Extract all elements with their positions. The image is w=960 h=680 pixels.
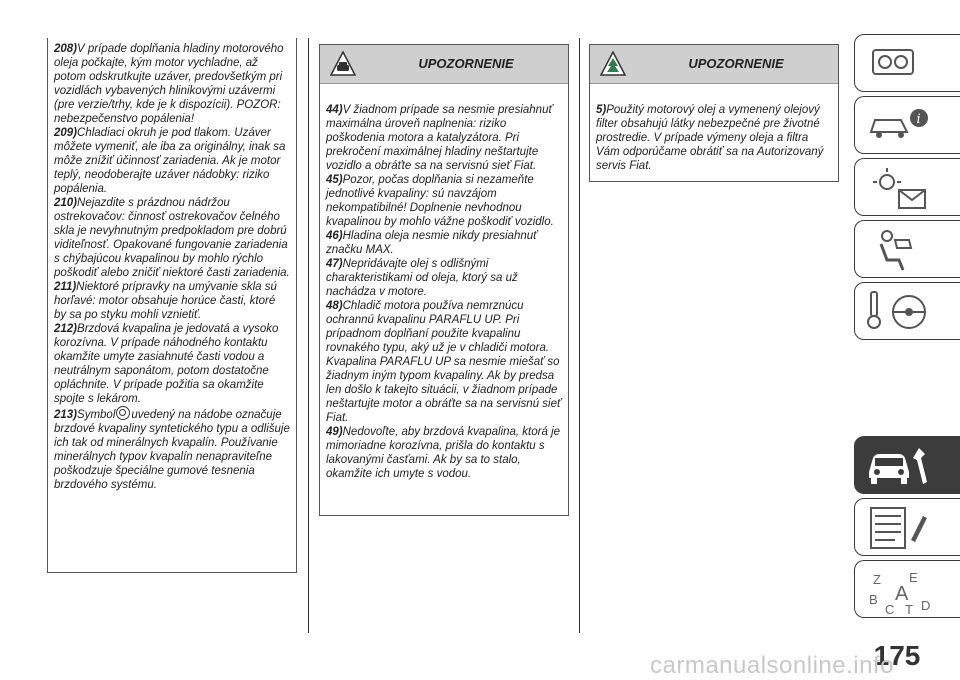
column-divider bbox=[579, 38, 580, 633]
warning-title: UPOZORNENIE bbox=[418, 56, 514, 71]
brake-fluid-symbol-icon bbox=[116, 406, 130, 420]
tab-car-wrench[interactable] bbox=[854, 436, 960, 494]
warning-header bbox=[320, 45, 568, 84]
watermark: carmanualsonline.info bbox=[650, 652, 894, 679]
note-209: 209)Chladiaci okruh je pod tlakom. Uzáver môžete vymeniť, ale iba za originálny, inak sa môže znížiť účinnosť zariadenia. Ak je motor teplý, neodoberajte uzáver nádobky: riziko popálenia. bbox=[54, 127, 286, 195]
key-steering-icon bbox=[865, 288, 935, 336]
tab-car-dashboard[interactable] bbox=[854, 34, 960, 92]
tab-airbag-seat[interactable] bbox=[854, 220, 960, 278]
svg-text:E: E bbox=[909, 570, 918, 585]
note-46: 46)Hladina oleja nesmie nikdy presiahnuť značku MAX. bbox=[326, 230, 538, 256]
alphabet-index-icon bbox=[865, 566, 945, 616]
car-warning-icon bbox=[330, 51, 356, 77]
note-5: 5)Použitý motorový olej a vymenený olejový filter obsahujú látky nebezpečné pre životné prostredie. V prípade výmeny oleja a filtra Vám odporúčame obrátiť sa na Autorizovaný servis Fiat. bbox=[596, 104, 824, 172]
note-47: 47)Nepridávajte olej s odlišnými charakteristikami od oleja, ktorý sa už nachádza v motore. bbox=[326, 258, 518, 298]
svg-text:i: i bbox=[916, 112, 921, 127]
tab-car-info[interactable] bbox=[854, 96, 960, 154]
note-44: 44)V žiadnom prípade sa nesmie presiahnuť maximálna úroveň naplnenia: riziko poškodenia motora a katalyzátora. Pri prekročení maximálnej hladiny neštartujte vozidlo a obráťte sa na servisnú sieť Fiat. bbox=[326, 104, 553, 172]
airbag-seat-icon bbox=[865, 226, 925, 274]
note-45: 45)Pozor, počas doplňania si nezameňte jednotlivé kvapaliny: sú navzájom nekompatibilné! Doplnenie nevhodnou kvapalinou by mohlo vážne poškodiť vozidlo. bbox=[326, 174, 554, 228]
right-warning-box bbox=[589, 44, 839, 182]
svg-text:Z: Z bbox=[873, 572, 881, 587]
warning-title: UPOZORNENIE bbox=[688, 56, 784, 71]
tab-lights-warning[interactable] bbox=[854, 158, 960, 216]
note-48: 48)Chladič motora používa nemrznúcu ochrannú kvapalinu PARAFLU UP. Pri prípadnom doplňaní použite kvapalinu rovnakého typu, aký už je v chladiči motora. Kvapalina PARAFLU UP sa nesmie miešať so žiadnym iným typom kvapaliny. Ak by predsa len došlo k takejto situácii, v žiadnom prípade neštartujte motor a obráťte sa na servisnú sieť Fiat. bbox=[326, 300, 562, 424]
note-208: 208)V prípade doplňania hladiny motorového oleja počkajte, kým motor vychladne, až potom odskrutkujte uzáver, predovšetkým pri vozidlách vybavených hlinikovými uzávermi (pre verzie/trhy, kde je k dispozícii). POZOR: nebezpečenstvo popálenia! bbox=[54, 43, 284, 125]
svg-text:D: D bbox=[921, 598, 931, 613]
car-info-icon bbox=[865, 102, 935, 148]
note-210: 210)Nejazdite s prázdnou nádržou ostrekovačov: činnosť ostrekovačov čelného skla je nevyhnutným predpokladom pre dobrú viditeľnosť. Opakované fungovanie zariadenia s chýbajúcou kvapalinou by mohlo rýchlo poškodiť alebo zničiť niektoré časti zariadenia. bbox=[54, 197, 290, 279]
svg-text:B: B bbox=[869, 592, 878, 607]
environment-tree-icon bbox=[600, 51, 626, 77]
svg-text:A: A bbox=[895, 583, 909, 605]
page-number: 175 bbox=[873, 640, 921, 671]
lights-warning-icon bbox=[865, 164, 935, 212]
svg-text:T: T bbox=[905, 602, 913, 616]
tech-data-icon bbox=[865, 504, 935, 552]
left-notes-box bbox=[47, 38, 297, 573]
svg-text:C: C bbox=[885, 602, 895, 616]
car-wrench-icon bbox=[865, 442, 941, 490]
tab-alphabet-index[interactable] bbox=[854, 560, 960, 618]
note-49: 49)Nedovoľte, aby brzdová kvapalina, ktorá je mimoriadne korozívna, prišla do kontaktu s lakovanými časťami. Ak by sa to stalo, okamžite ich umyte s vodou. bbox=[326, 426, 561, 480]
car-dashboard-icon bbox=[865, 40, 925, 86]
warning-header bbox=[590, 45, 838, 84]
tab-key-steering[interactable] bbox=[854, 282, 960, 340]
note-213: 213)Symbol uvedený na nádobe označuje brzdové kvapaliny syntetického typu a odlišuje ich tak od minerálnych kvapalín. Používanie minerálnych typov kvapalín nenapraviteľne poškodzuje špeciálne gumové tesnenia brzdového systému. bbox=[54, 406, 290, 492]
middle-warning-box bbox=[319, 44, 569, 516]
tab-tech-data[interactable] bbox=[854, 498, 960, 556]
note-212: 212)Brzdová kvapalina je jedovatá a vysoko korozívna. V prípade náhodného kontaktu okamžite umyte zasiahnuté časti vodou a neutrálnym saponátom, potom dostatočne opláchnite. V prípade požitia sa okamžite spojte s lekárom. bbox=[54, 323, 279, 405]
column-divider bbox=[308, 38, 309, 633]
note-211: 211)Niektoré prípravky na umývanie skla sú horľavé: motor obsahuje horúce časti, ktoré by sa po styku mohli vznietiť. bbox=[54, 281, 277, 321]
